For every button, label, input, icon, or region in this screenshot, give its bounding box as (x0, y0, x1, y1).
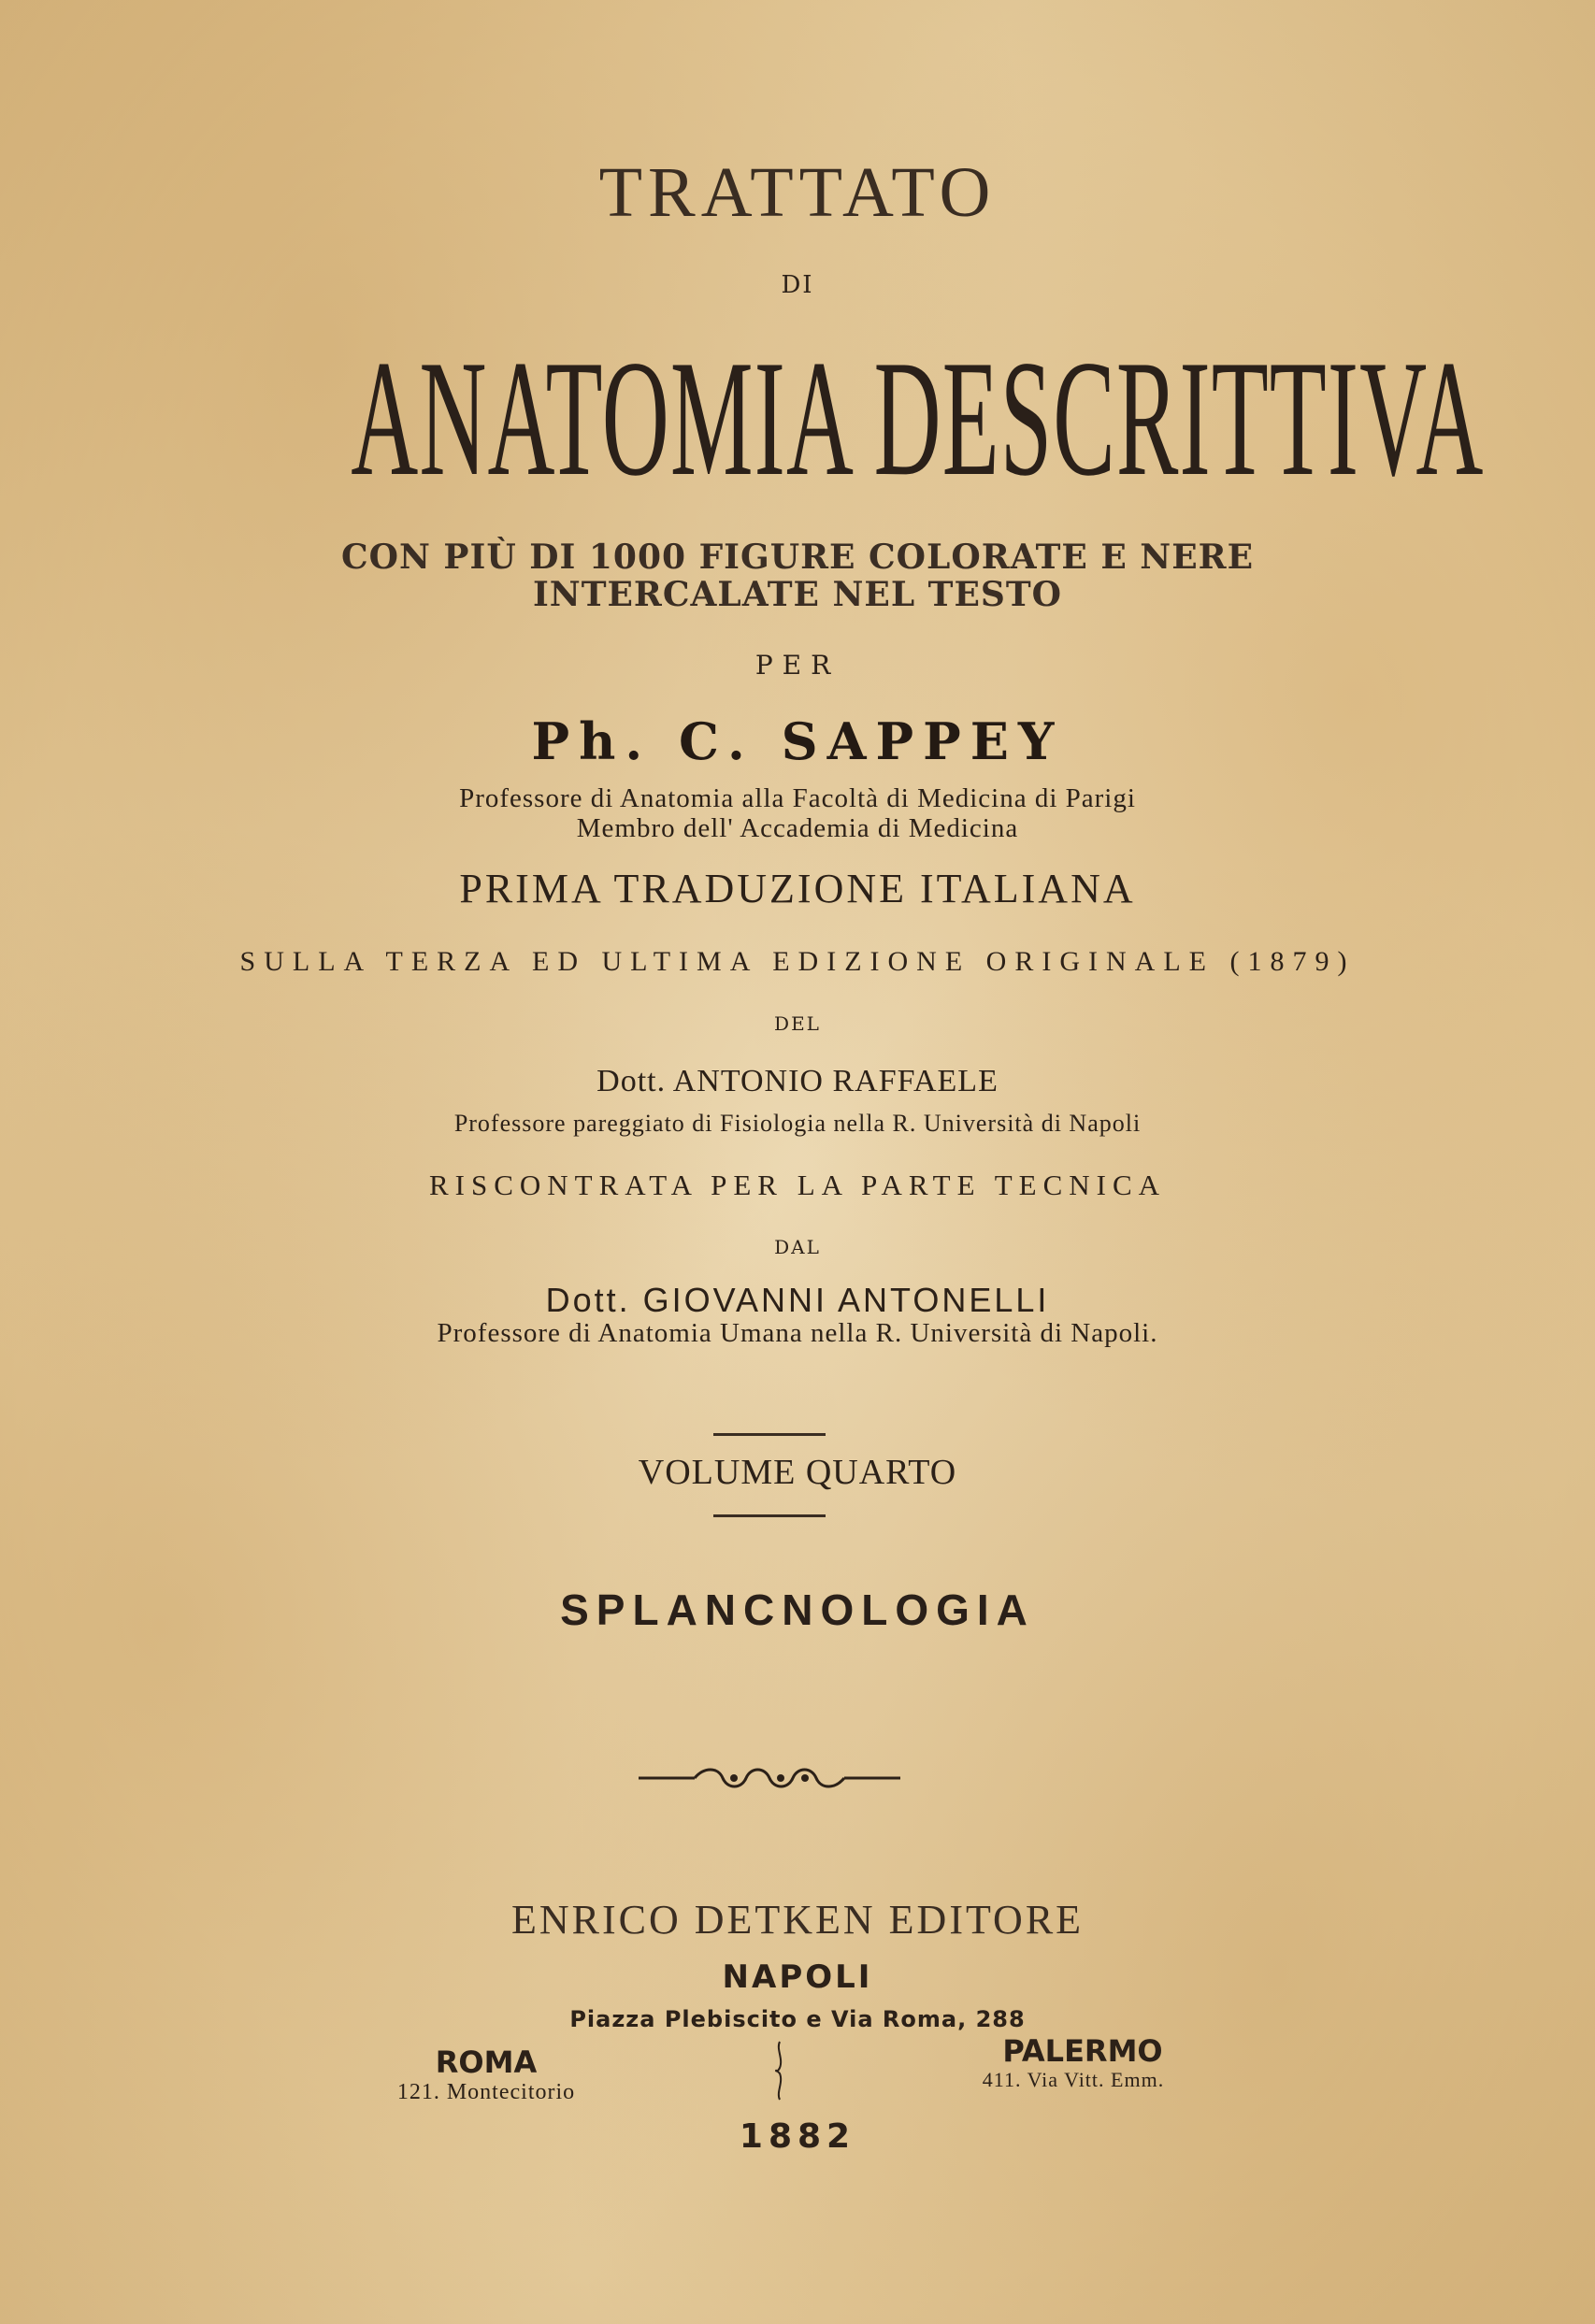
branch-palermo-city: PALERMO (1002, 2033, 1163, 2069)
per-label: PER (754, 650, 841, 681)
reviser-role: Professore di Anatomia Umana nella R. Università di Napoli. (437, 1318, 1158, 1348)
translation-note: PRIMA TRADUZIONE ITALIANA (459, 866, 1136, 911)
subtitle-line-1: CON PIÙ DI 1000 FIGURE COLORATE E NERE (340, 538, 1255, 577)
volume-label: VOLUME QUARTO (638, 1453, 957, 1492)
branch-palermo-address: 411. Via Vitt. Emm. (982, 2068, 1165, 2091)
branch-roma-city: ROMA (435, 2044, 538, 2080)
volume-subject: SPLANCNOLOGIA (560, 1585, 1035, 1634)
author-role-1: Professore di Anatomia alla Facoltà di Medicina di Parigi (459, 783, 1136, 813)
translator-name: Dott. ANTONIO RAFFAELE (596, 1064, 999, 1098)
translator-role: Professore pareggiato di Fisiologia nella R. Università di Napoli (453, 1110, 1142, 1137)
title-trattato: TRATTATO (598, 153, 997, 232)
ornament-icon (629, 1761, 910, 1795)
brace-icon (772, 2040, 787, 2102)
publisher-address: Piazza Plebiscito e Via Roma, 288 (569, 2006, 1026, 2032)
author-name: Ph. C. SAPPEY (531, 711, 1064, 771)
edition-note: SULLA TERZA ED ULTIMA EDIZIONE ORIGINALE (1879) (239, 946, 1356, 977)
revision-note: RISCONTRATA PER LA PARTE TECNICA (428, 1169, 1167, 1201)
volume-rule-top (713, 1433, 826, 1436)
author-role-2: Membro dell' Accademia di Medicina (576, 813, 1019, 843)
title-di: DI (781, 271, 814, 299)
publisher-name: ENRICO DETKEN EDITORE (510, 1897, 1085, 1943)
publication-year: 1882 (739, 2117, 856, 2156)
publisher-city: NAPOLI (722, 1958, 873, 1996)
subtitle-line-2: INTERCALATE NEL TESTO (532, 575, 1063, 614)
volume-rule-bottom (713, 1514, 826, 1517)
main-title: ANATOMIA DESCRITTIVA (351, 325, 1485, 510)
del-label: DEL (774, 1012, 821, 1035)
reviser-name: Dott. GIOVANNI ANTONELLI (545, 1281, 1050, 1319)
branch-roma-address: 121. Montecitorio (396, 2080, 576, 2104)
dal-label: DAL (774, 1236, 821, 1258)
